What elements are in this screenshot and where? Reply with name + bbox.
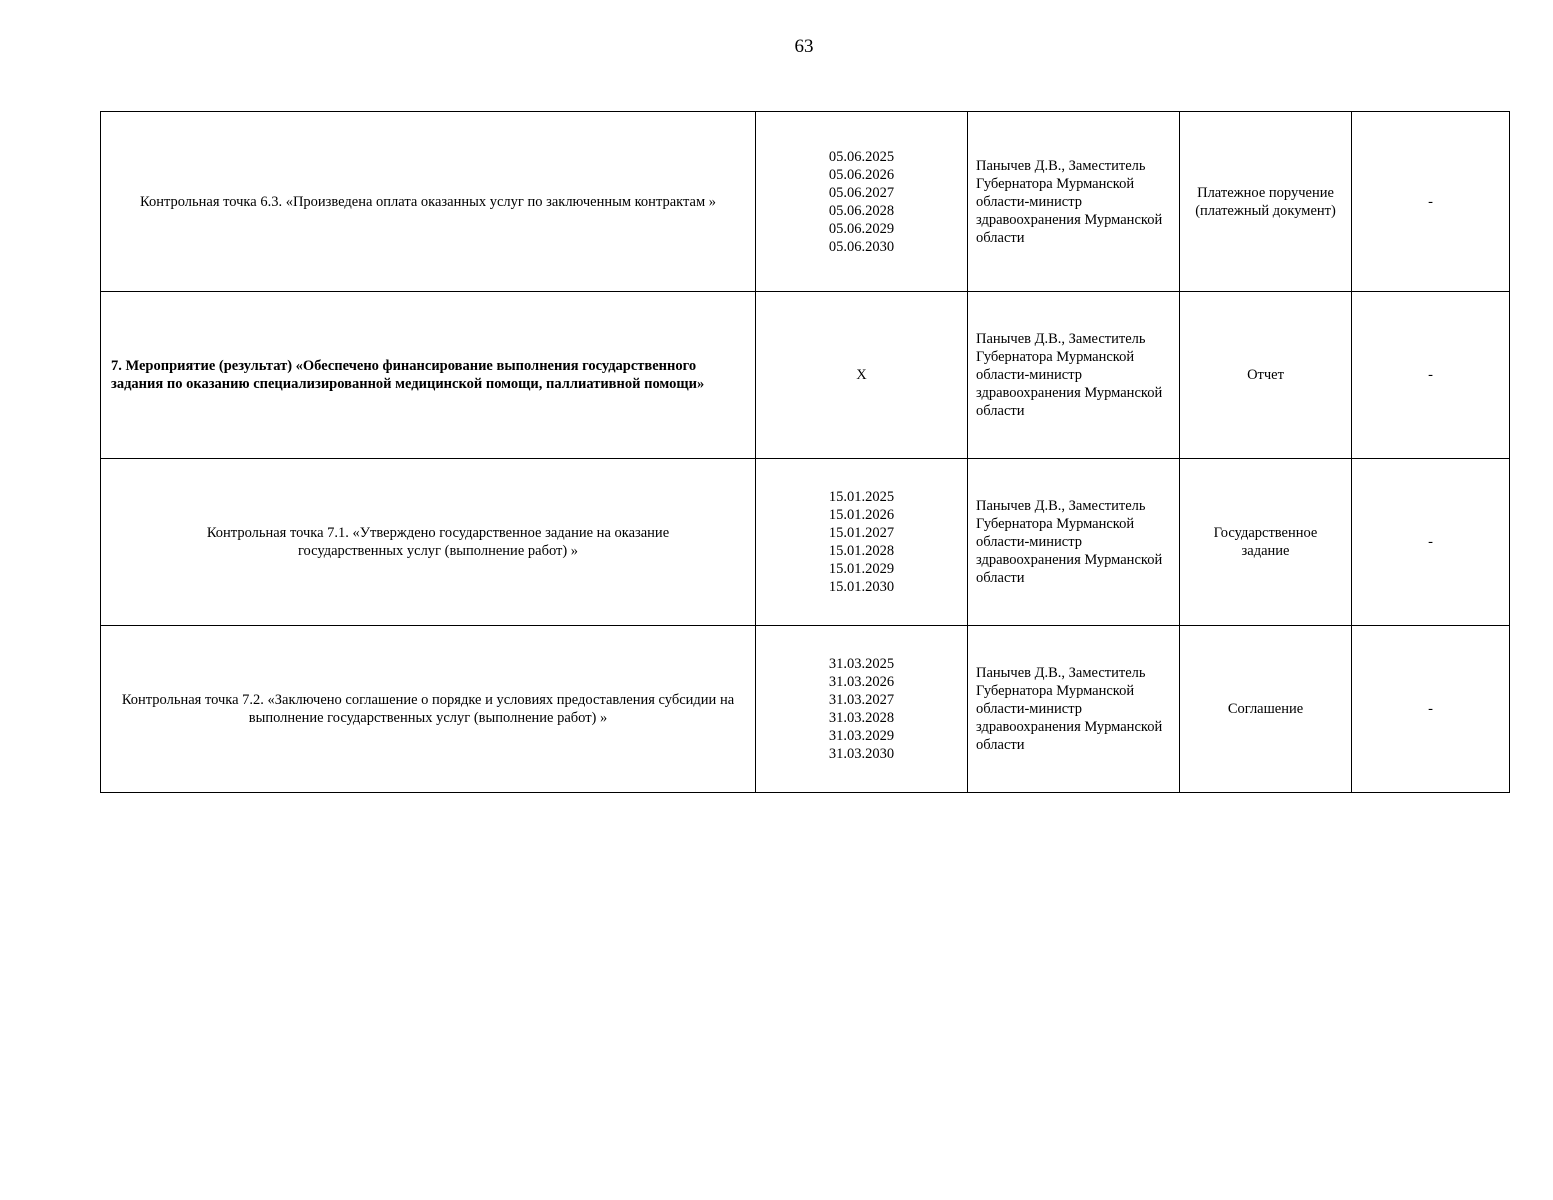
deadline-date: 15.01.2025 bbox=[828, 489, 895, 505]
document-cell: Платежное поручение (платежный документ) bbox=[1180, 112, 1352, 292]
event-name-cell: Контрольная точка 7.1. «Утверждено государственное задание на оказание государственных услуг (выполнение работ) » bbox=[101, 459, 756, 626]
document-cell: Соглашение bbox=[1180, 626, 1352, 793]
deadline-cell bbox=[756, 626, 968, 793]
note-cell: - bbox=[1352, 112, 1510, 292]
table-row bbox=[101, 292, 1510, 459]
deadline-date: 15.01.2026 bbox=[828, 507, 895, 523]
document-cell: Отчет bbox=[1180, 292, 1352, 459]
deadline-date: 31.03.2027 bbox=[828, 692, 895, 708]
table-row bbox=[101, 626, 1510, 793]
deadline-date: 05.06.2028 bbox=[828, 202, 895, 219]
deadline-date: 15.01.2027 bbox=[828, 525, 895, 541]
deadline-date: 05.06.2026 bbox=[828, 166, 895, 183]
deadline-date: 05.06.2030 bbox=[828, 238, 895, 255]
deadline-date: 31.03.2026 bbox=[828, 674, 895, 690]
control-points-table bbox=[100, 111, 1510, 793]
event-name-cell: Контрольная точка 7.2. «Заключено соглашение о порядке и условиях предоставления субсидии на выполнение государственных услуг (выполнение работ) » bbox=[101, 626, 756, 793]
note-cell: - bbox=[1352, 459, 1510, 626]
event-name-cell: Контрольная точка 6.3. «Произведена оплата оказанных услуг по заключенным контрактам » bbox=[101, 112, 756, 292]
page-number: 63 bbox=[794, 36, 814, 57]
deadline-cell bbox=[756, 112, 968, 292]
table-row bbox=[101, 459, 1510, 626]
responsible-cell: Панычев Д.В., Заместитель Губернатора Мурманской области-министр здравоохранения Мурманской области bbox=[968, 626, 1180, 793]
deadline-date: 05.06.2027 bbox=[828, 184, 895, 201]
deadline-date: 05.06.2029 bbox=[828, 220, 895, 237]
table-row bbox=[101, 112, 1510, 292]
deadline-cell bbox=[756, 459, 968, 626]
deadline-date: 05.06.2025 bbox=[828, 148, 895, 165]
deadline-date: 31.03.2030 bbox=[828, 746, 895, 762]
document-cell: Государственное задание bbox=[1180, 459, 1352, 626]
deadline-date: 15.01.2029 bbox=[828, 561, 895, 577]
responsible-cell: Панычев Д.В., Заместитель Губернатора Мурманской области-министр здравоохранения Мурманской области bbox=[968, 112, 1180, 292]
deadline-cell: X bbox=[756, 292, 968, 459]
deadline-date: 31.03.2028 bbox=[828, 710, 895, 726]
event-name-cell: 7. Мероприятие (результат) «Обеспечено финансирование выполнения государственного задания по оказанию специализированной медицинской помощи, паллиативной помощи» bbox=[101, 292, 756, 459]
deadline-date: 31.03.2029 bbox=[828, 728, 895, 744]
note-cell: - bbox=[1352, 626, 1510, 793]
responsible-cell: Панычев Д.В., Заместитель Губернатора Мурманской области-министр здравоохранения Мурманской области bbox=[968, 459, 1180, 626]
deadline-date: 31.03.2025 bbox=[828, 656, 895, 672]
deadline-date: 15.01.2028 bbox=[828, 543, 895, 559]
deadline-date: 15.01.2030 bbox=[828, 579, 895, 595]
responsible-cell: Панычев Д.В., Заместитель Губернатора Мурманской области-министр здравоохранения Мурманской области bbox=[968, 292, 1180, 459]
note-cell: - bbox=[1352, 292, 1510, 459]
